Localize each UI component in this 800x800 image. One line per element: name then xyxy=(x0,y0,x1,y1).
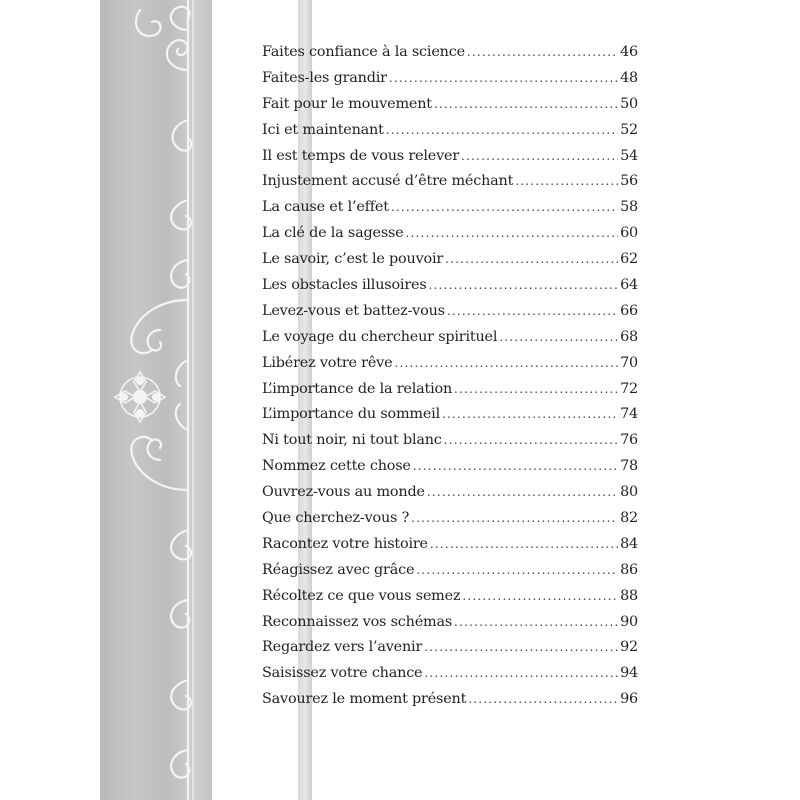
toc-entry-title: Le savoir, c’est le pouvoir xyxy=(262,251,444,268)
toc-entry[interactable] xyxy=(262,510,638,536)
toc-entry-page: 54 xyxy=(620,147,638,164)
toc-entry-page: 90 xyxy=(620,613,638,630)
dot-leader xyxy=(386,123,618,137)
toc-entry-page: 70 xyxy=(620,354,638,371)
dot-leader xyxy=(444,433,618,447)
toc-entry[interactable] xyxy=(262,355,638,381)
toc-entry-title: La cause et l’effet xyxy=(262,199,389,216)
toc-entry[interactable] xyxy=(262,329,638,355)
toc-entry-title: L’importance de la relation xyxy=(262,380,453,397)
toc-entry-page: 62 xyxy=(620,251,638,268)
toc-entry[interactable] xyxy=(262,173,638,199)
toc-entry-page: 50 xyxy=(620,95,638,112)
toc-entry-page: 58 xyxy=(620,199,638,216)
toc-entry-page: 84 xyxy=(620,535,638,552)
toc-entry-title: Réagissez avec grâce xyxy=(262,561,415,578)
dot-leader xyxy=(427,485,618,499)
dot-leader xyxy=(411,511,618,525)
toc-entry-title: Il est temps de vous relever xyxy=(262,147,460,164)
toc-entry-page: 78 xyxy=(620,458,638,475)
toc-entry-page: 96 xyxy=(620,691,638,708)
toc-entry[interactable] xyxy=(262,148,638,174)
dot-leader xyxy=(454,615,618,629)
toc-entry[interactable] xyxy=(262,381,638,407)
toc-entry-title: Saisissez votre chance xyxy=(262,665,423,682)
toc-entry[interactable] xyxy=(262,251,638,277)
toc-entry-title: Faites-les grandir xyxy=(262,69,387,86)
toc-entry[interactable] xyxy=(262,303,638,329)
toc-entry-title: Faites confiance à la science xyxy=(262,44,465,60)
dot-leader xyxy=(499,330,618,344)
dot-leader xyxy=(442,407,618,421)
dot-leader xyxy=(424,666,618,680)
toc-entry[interactable] xyxy=(262,562,638,588)
dot-leader xyxy=(467,45,618,59)
toc-entry[interactable] xyxy=(262,225,638,251)
table-of-contents xyxy=(262,44,638,717)
toc-entry-page: 74 xyxy=(620,406,638,423)
dot-leader xyxy=(447,304,618,318)
toc-entry-title: Levez-vous et battez-vous xyxy=(262,302,445,319)
toc-entry-title: Injustement accusé d’être méchant xyxy=(262,173,514,190)
toc-entry[interactable] xyxy=(262,588,638,614)
toc-entry-page: 46 xyxy=(620,44,638,60)
toc-entry-title: Libérez votre rêve xyxy=(262,354,393,371)
toc-entry-page: 72 xyxy=(620,380,638,397)
toc-entry-title: Racontez votre histoire xyxy=(262,535,428,552)
dot-leader xyxy=(416,563,618,577)
dot-leader xyxy=(406,226,619,240)
dot-leader xyxy=(429,278,619,292)
toc-entry-title: Récoltez ce que vous semez xyxy=(262,587,461,604)
toc-entry-page: 94 xyxy=(620,665,638,682)
toc-entry-page: 66 xyxy=(620,302,638,319)
toc-entry-title: Nommez cette chose xyxy=(262,458,411,475)
toc-entry-page: 64 xyxy=(620,277,638,294)
toc-entry-page: 82 xyxy=(620,510,638,527)
toc-entry[interactable] xyxy=(262,484,638,510)
dot-leader xyxy=(424,640,618,654)
dot-leader xyxy=(413,459,618,473)
toc-entry-page: 60 xyxy=(620,225,638,242)
toc-entry-title: Les obstacles illusoires xyxy=(262,277,427,294)
toc-entry[interactable] xyxy=(262,96,638,122)
toc-entry-title: Reconnaissez vos schémas xyxy=(262,613,453,630)
toc-entry[interactable] xyxy=(262,639,638,665)
toc-entry[interactable] xyxy=(262,277,638,303)
toc-entry-page: 92 xyxy=(620,639,638,656)
toc-entry[interactable] xyxy=(262,691,638,717)
toc-entry[interactable] xyxy=(262,432,638,458)
toc-entry-title: Ouvrez-vous au monde xyxy=(262,484,425,501)
toc-entry[interactable] xyxy=(262,536,638,562)
toc-entry[interactable] xyxy=(262,458,638,484)
toc-entry-page: 76 xyxy=(620,432,638,449)
dot-leader xyxy=(430,537,618,551)
toc-entry-page: 56 xyxy=(620,173,638,190)
toc-entry-title: Le voyage du chercheur spirituel xyxy=(262,328,498,345)
toc-entry[interactable] xyxy=(262,70,638,96)
dot-leader xyxy=(391,200,618,214)
dot-leader xyxy=(389,71,618,85)
scroll-ornament-icon xyxy=(100,0,212,800)
toc-entry[interactable] xyxy=(262,199,638,225)
dot-leader xyxy=(434,97,618,111)
toc-entry-title: Regardez vers l’avenir xyxy=(262,639,423,656)
toc-entry-title: Ici et maintenant xyxy=(262,121,384,138)
toc-entry[interactable] xyxy=(262,44,638,70)
toc-entry-title: Fait pour le mouvement xyxy=(262,95,432,112)
toc-entry[interactable] xyxy=(262,406,638,432)
dot-leader xyxy=(461,149,618,163)
toc-entry-title: La clé de la sagesse xyxy=(262,225,404,242)
toc-entry-page: 68 xyxy=(620,328,638,345)
toc-entry-page: 52 xyxy=(620,121,638,138)
ornamental-border xyxy=(100,0,212,800)
dot-leader xyxy=(462,589,618,603)
toc-entry-page: 86 xyxy=(620,561,638,578)
toc-entry-title: Ni tout noir, ni tout blanc xyxy=(262,432,442,449)
dot-leader xyxy=(468,692,618,706)
toc-entry-title: Savourez le moment présent xyxy=(262,691,467,708)
toc-entry[interactable] xyxy=(262,665,638,691)
dot-leader xyxy=(454,382,618,396)
toc-entry-title: Que cherchez-vous ? xyxy=(262,510,410,527)
toc-entry[interactable] xyxy=(262,122,638,148)
toc-entry[interactable] xyxy=(262,614,638,640)
toc-entry-page: 80 xyxy=(620,484,638,501)
toc-entry-title: L’importance du sommeil xyxy=(262,406,440,423)
toc-entry-page: 88 xyxy=(620,587,638,604)
dot-leader xyxy=(445,252,618,266)
toc-entry-page: 48 xyxy=(620,69,638,86)
dot-leader xyxy=(394,356,618,370)
dot-leader xyxy=(515,174,618,188)
